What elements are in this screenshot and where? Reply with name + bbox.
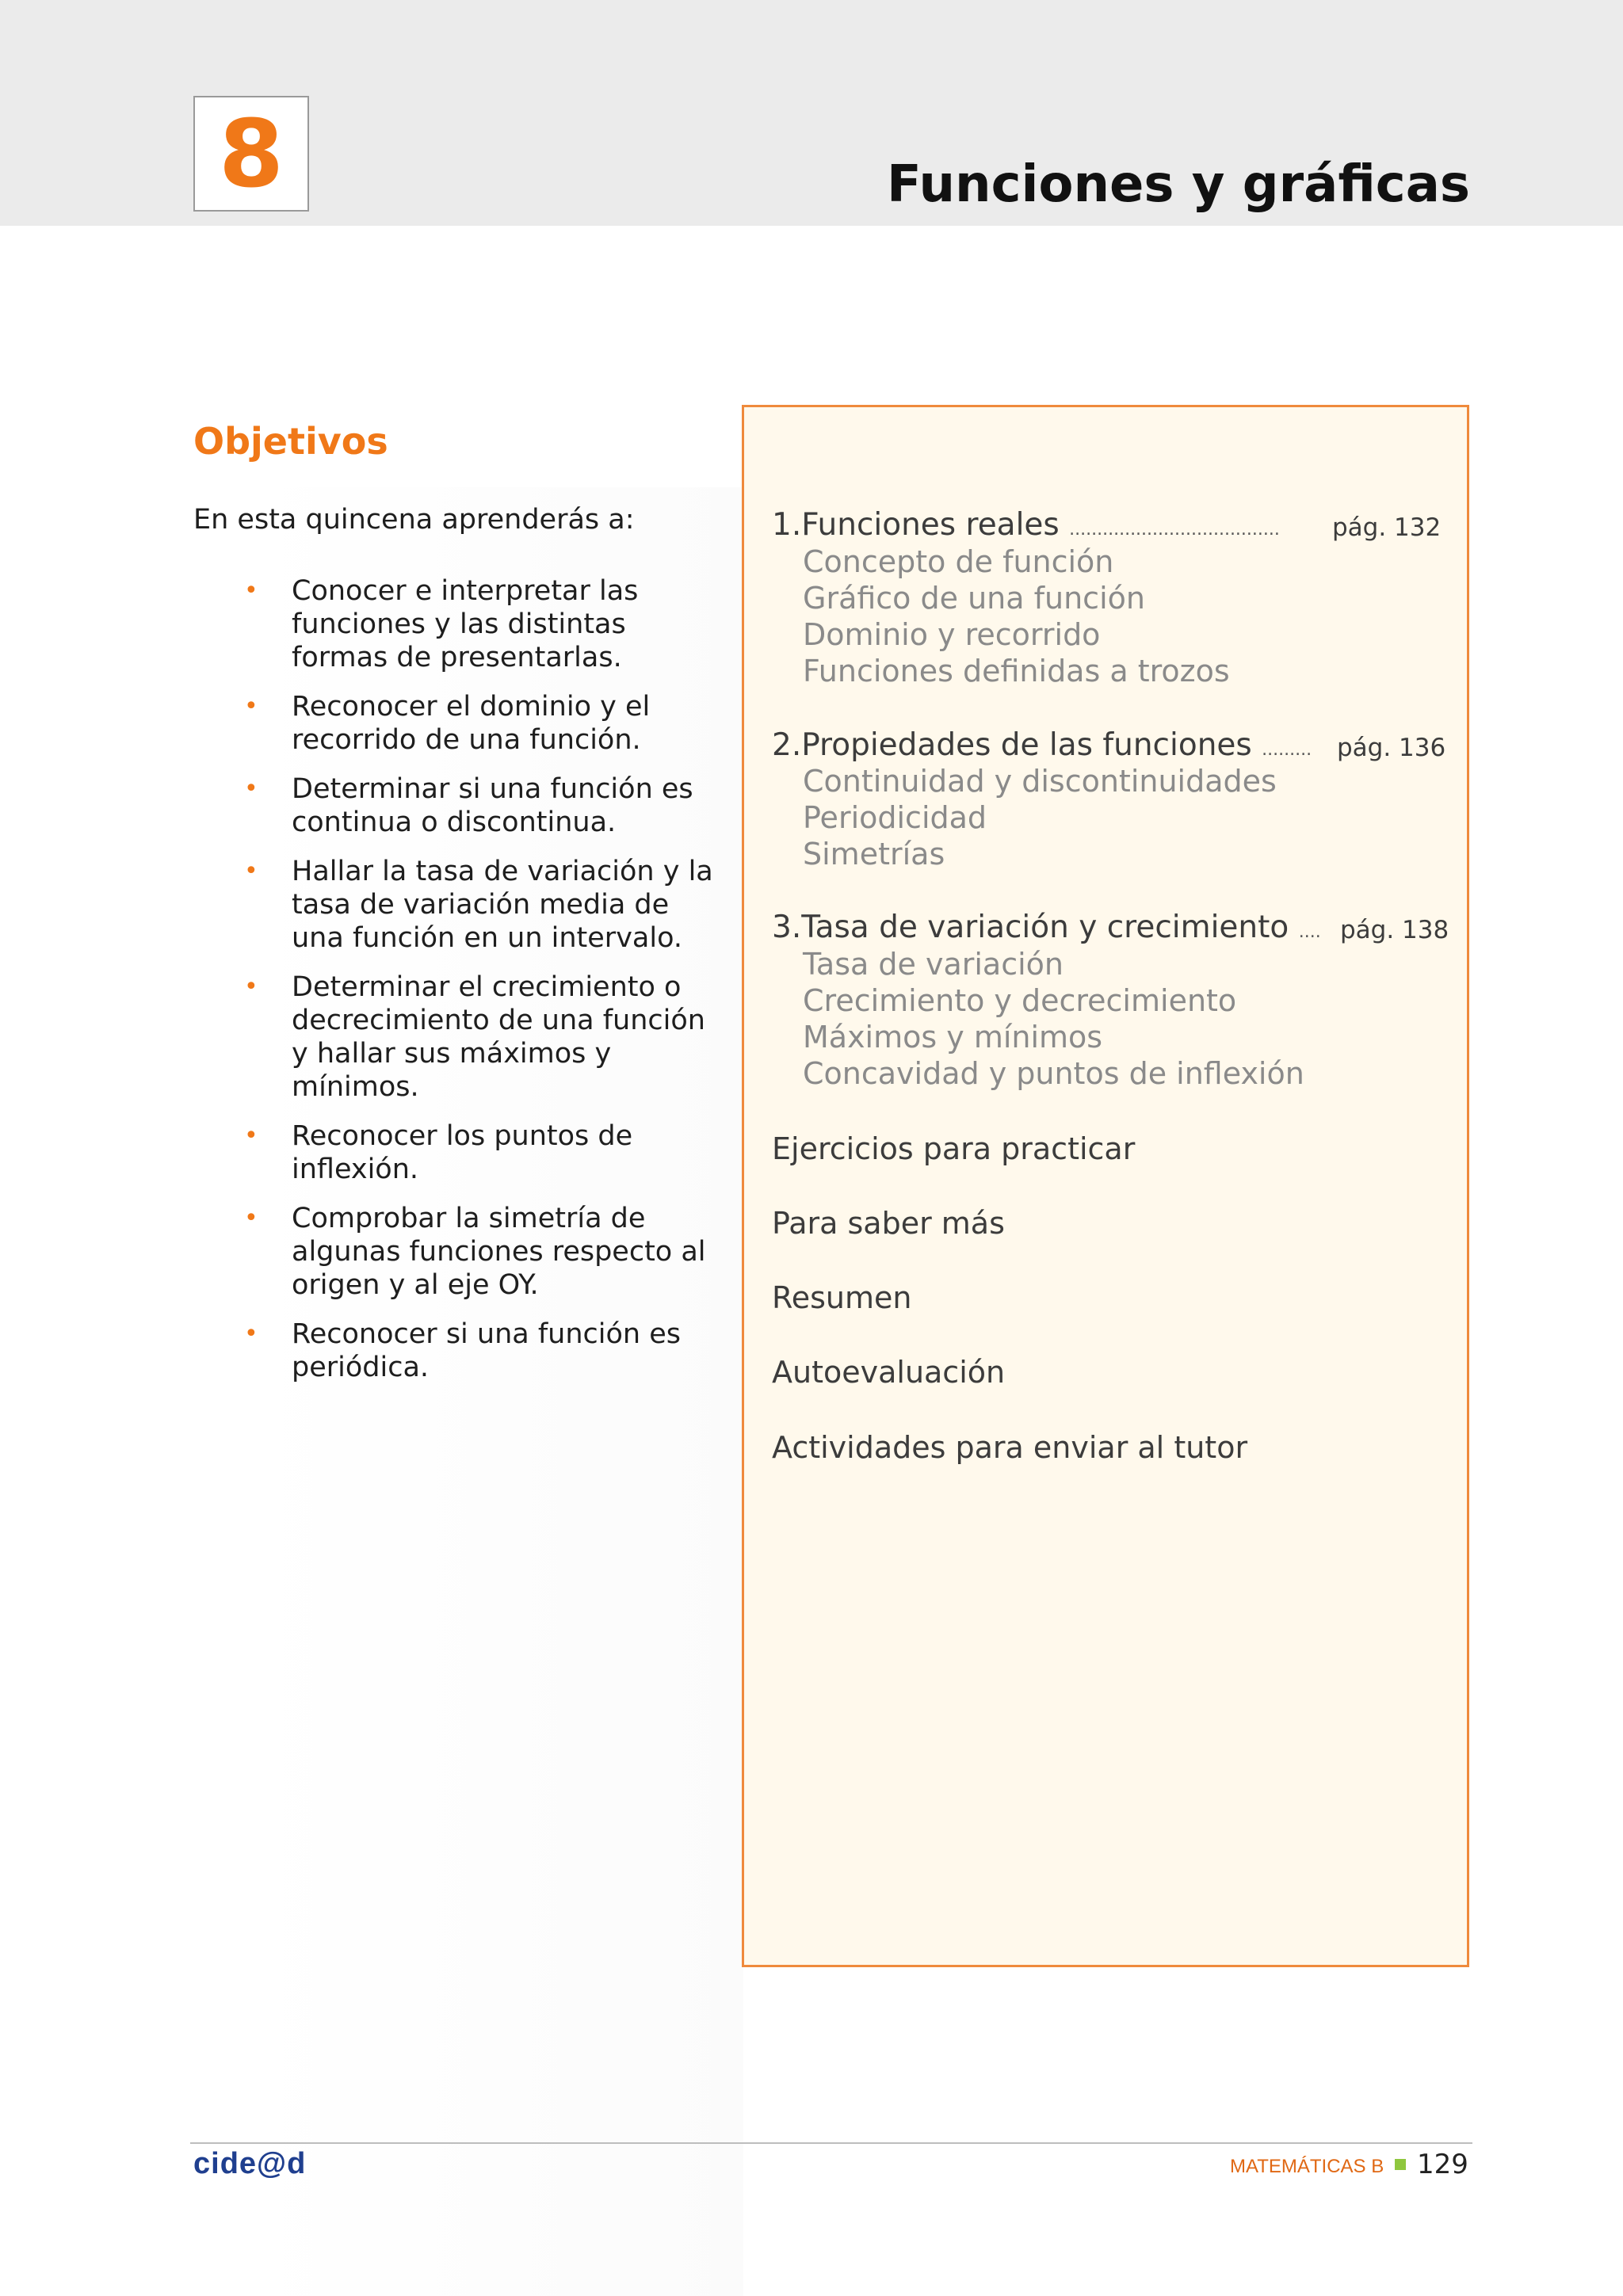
objective-item: • Hallar la tasa de variación y la tasa de variación media de una función en un intervalo.: [244, 856, 713, 954]
bullet-icon: •: [244, 692, 258, 720]
green-square-icon: [1395, 2159, 1406, 2170]
toc-section-1-page: pág. 132: [1332, 513, 1442, 542]
bullet-icon: •: [244, 857, 258, 885]
footer-course: MATEMÁTICAS B: [1230, 2156, 1384, 2177]
toc-leader: ......................................: [1069, 520, 1280, 540]
toc-subsection[interactable]: Máximos y mínimos: [803, 1020, 1103, 1055]
toc-extra-actividades[interactable]: Actividades para enviar al tutor: [772, 1430, 1248, 1465]
objectives-intro: En esta quincena aprenderás a:: [193, 504, 635, 536]
chapter-number: 8: [193, 96, 309, 212]
toc-extra-saber-mas[interactable]: Para saber más: [772, 1206, 1005, 1241]
objectives-heading: Objetivos: [193, 420, 388, 463]
cidead-logo: cide@d: [193, 2147, 307, 2180]
toc-subsection[interactable]: Dominio y recorrido: [803, 617, 1101, 652]
objective-item: • Reconocer el dominio y el recorrido de una función.: [244, 691, 651, 756]
bullet-icon: •: [244, 1320, 258, 1348]
toc-subsection[interactable]: Tasa de variación: [803, 947, 1064, 982]
toc-subsection[interactable]: Concavidad y puntos de inflexión: [803, 1056, 1304, 1091]
bullet-icon: •: [244, 1204, 258, 1232]
toc-section-3[interactable]: 3.Tasa de variación y crecimiento ....: [772, 910, 1321, 945]
objective-item: • Reconocer los puntos de inflexión.: [244, 1120, 633, 1185]
toc-section-1[interactable]: 1.Funciones reales ......................................: [772, 507, 1280, 543]
toc-subsection[interactable]: Simetrías: [803, 837, 945, 871]
toc-extra-autoevaluacion[interactable]: Autoevaluación: [772, 1355, 1006, 1390]
objective-item: • Comprobar la simetría de algunas funciones respecto al origen y al eje OY.: [244, 1203, 706, 1301]
toc-subsection[interactable]: Continuidad y discontinuidades: [803, 764, 1277, 799]
bullet-icon: •: [244, 1122, 258, 1150]
toc-section-2[interactable]: 2.Propiedades de las funciones .........: [772, 727, 1312, 763]
page-number: 129: [1417, 2149, 1468, 2180]
objective-item: • Determinar si una función es continua o discontinua.: [244, 773, 693, 838]
toc-subsection[interactable]: Funciones definidas a trozos: [803, 654, 1230, 688]
toc-extra-ejercicios[interactable]: Ejercicios para practicar: [772, 1131, 1136, 1166]
footer-divider: [190, 2142, 1472, 2144]
objective-item: • Determinar el crecimiento o decrecimiento de una función y hallar sus máximos y mínimos.: [244, 971, 705, 1103]
objective-item: • Conocer e interpretar las funciones y las distintas formas de presentarlas.: [244, 575, 639, 673]
toc-section-2-page: pág. 136: [1337, 734, 1446, 762]
objectives-list: [238, 574, 721, 1400]
toc-leader: .........: [1262, 740, 1312, 760]
bullet-icon: •: [244, 973, 258, 1001]
toc-subsection[interactable]: Crecimiento y decrecimiento: [803, 983, 1237, 1018]
bullet-icon: •: [244, 577, 258, 605]
page-title: Funciones y gráficas: [886, 155, 1470, 214]
objective-item: • Reconocer si una función es periódica.: [244, 1318, 681, 1383]
toc-subsection[interactable]: Periodicidad: [803, 800, 987, 835]
toc-section-3-page: pág. 138: [1340, 916, 1449, 944]
toc-extra-resumen[interactable]: Resumen: [772, 1280, 912, 1315]
toc-subsection[interactable]: Gráfico de una función: [803, 581, 1145, 616]
bullet-icon: •: [244, 775, 258, 803]
toc-subsection[interactable]: Concepto de función: [803, 544, 1114, 579]
toc-leader: ....: [1298, 922, 1321, 942]
